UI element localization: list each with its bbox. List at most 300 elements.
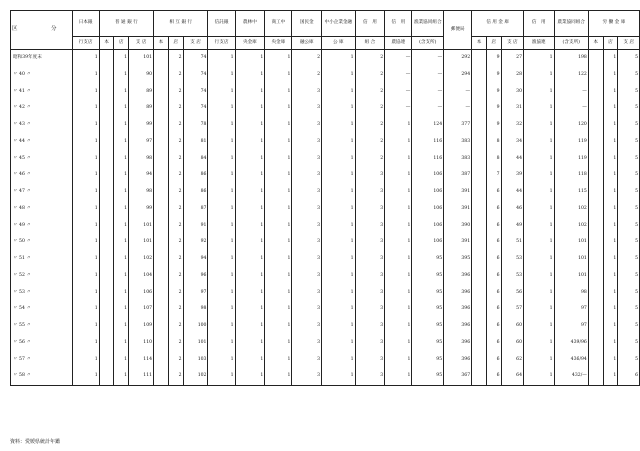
table-cell: 1 <box>72 368 99 385</box>
table-cell: 1 <box>524 50 555 67</box>
table-cell: 1 <box>114 167 129 184</box>
table-cell: 1 <box>208 84 235 101</box>
table-cell: — <box>412 50 444 67</box>
table-row <box>11 285 640 302</box>
table-cell: 1 <box>208 368 235 385</box>
table-cell: 1 <box>235 67 265 84</box>
table-cell: 2 <box>168 151 183 168</box>
subheader: 農協連 <box>385 37 412 50</box>
table-cell: 1 <box>265 67 292 84</box>
table-cell: 96 <box>183 268 208 285</box>
subheader: (含支所) <box>554 37 588 50</box>
table-cell: 2 <box>355 117 385 134</box>
table-cell: 3 <box>292 117 322 134</box>
table-cell: 1 <box>524 100 555 117</box>
subheader: 支 店 <box>183 37 208 50</box>
table-cell: 116 <box>412 151 444 168</box>
table-cell: 5 <box>618 184 640 201</box>
table-cell <box>99 117 114 134</box>
table-cell: 383 <box>444 134 472 151</box>
table-row <box>11 368 640 385</box>
table-cell: 86 <box>183 184 208 201</box>
table-cell: 1 <box>114 301 129 318</box>
table-cell: 1 <box>385 352 412 369</box>
header-sogo-ginko: 相 互 銀 行 <box>154 11 208 37</box>
table-cell: 1 <box>603 318 618 335</box>
table-cell: 6 <box>486 368 501 385</box>
table-cell: 2 <box>355 50 385 67</box>
subheader: 本 <box>154 37 169 50</box>
table-cell: 1 <box>322 100 355 117</box>
table-cell: 3 <box>292 285 322 302</box>
table-cell: 3 <box>355 285 385 302</box>
table-cell: — <box>412 67 444 84</box>
table-cell: 6 <box>486 201 501 218</box>
header-yubinkyoku: 郵便局 <box>444 11 472 50</box>
table-cell: 396 <box>444 352 472 369</box>
table-cell: 1 <box>524 268 555 285</box>
table-cell: 2 <box>168 50 183 67</box>
table-cell: 60 <box>501 335 523 352</box>
table-cell: 81 <box>183 134 208 151</box>
table-cell: 1 <box>265 335 292 352</box>
table-cell: 1 <box>322 67 355 84</box>
table-cell: 387 <box>444 167 472 184</box>
table-cell: 1 <box>235 100 265 117</box>
table-cell: 1 <box>322 167 355 184</box>
header-shoko-chuo: 商工中 <box>265 11 292 37</box>
table-cell: 396 <box>444 301 472 318</box>
table-cell: 1 <box>322 151 355 168</box>
table-cell: 2 <box>168 368 183 385</box>
table-cell <box>99 335 114 352</box>
table-cell: 1 <box>114 151 129 168</box>
table-cell: 6 <box>486 251 501 268</box>
table-row <box>11 335 640 352</box>
table-cell: 53 <box>501 268 523 285</box>
table-cell: 1 <box>265 301 292 318</box>
table-cell: 1 <box>524 117 555 134</box>
table-cell: 1 <box>114 184 129 201</box>
table-cell: 1 <box>603 67 618 84</box>
table-cell: 106 <box>412 184 444 201</box>
table-cell: 3 <box>292 100 322 117</box>
table-cell: 1 <box>524 84 555 101</box>
table-cell: 1 <box>385 117 412 134</box>
table-cell: 56 <box>501 285 523 302</box>
table-cell: 5 <box>618 318 640 335</box>
table-cell: 1 <box>235 251 265 268</box>
table-cell <box>588 50 603 67</box>
table-cell: 5 <box>618 301 640 318</box>
header-shinyo-kumiai: 信 用 <box>355 11 385 37</box>
table-cell: 1 <box>72 84 99 101</box>
table-cell: 1 <box>208 251 235 268</box>
table-cell: 1 <box>322 335 355 352</box>
table-cell: 1 <box>524 335 555 352</box>
table-cell: 99 <box>129 117 154 134</box>
table-cell: 1 <box>235 335 265 352</box>
table-row <box>11 201 640 218</box>
table-cell: 3 <box>355 318 385 335</box>
table-cell: 1 <box>235 301 265 318</box>
table-cell: 1 <box>524 234 555 251</box>
table-cell: 1 <box>72 234 99 251</box>
table-cell <box>154 184 169 201</box>
table-cell <box>154 285 169 302</box>
table-cell: 2 <box>292 50 322 67</box>
table-cell <box>99 100 114 117</box>
table-cell: 5 <box>618 218 640 235</box>
table-cell <box>154 50 169 67</box>
table-cell: 1 <box>385 368 412 385</box>
row-label: 〃 57 〃 <box>11 352 73 369</box>
table-cell: 3 <box>355 368 385 385</box>
header-nogyo-kyodo: 農業協同組合 <box>554 11 588 37</box>
table-cell: 1 <box>72 268 99 285</box>
table-cell: 2 <box>355 134 385 151</box>
table-cell: 1 <box>72 50 99 67</box>
table-cell: 1 <box>385 201 412 218</box>
table-cell: 1 <box>235 268 265 285</box>
table-cell: 1 <box>208 167 235 184</box>
table-cell: 1 <box>265 218 292 235</box>
table-cell: 2 <box>355 151 385 168</box>
table-cell: 106 <box>129 285 154 302</box>
table-cell: 1 <box>385 335 412 352</box>
row-label: 〃 52 〃 <box>11 268 73 285</box>
table-cell: 1 <box>265 318 292 335</box>
table-cell: 2 <box>168 100 183 117</box>
table-cell: 46 <box>501 201 523 218</box>
table-cell: 2 <box>168 234 183 251</box>
table-cell: 1 <box>385 184 412 201</box>
table-cell: 439/96 <box>554 335 588 352</box>
table-cell: 1 <box>385 167 412 184</box>
table-cell: 101 <box>129 234 154 251</box>
table-cell: 1 <box>265 201 292 218</box>
table-cell: 101 <box>129 50 154 67</box>
table-cell: 1 <box>265 234 292 251</box>
table-cell: 2 <box>168 301 183 318</box>
table-cell <box>154 134 169 151</box>
subheader: 融公庫 <box>292 37 322 50</box>
table-cell: 1 <box>208 301 235 318</box>
table-cell <box>99 368 114 385</box>
table-cell: 1 <box>72 318 99 335</box>
table-cell: 3 <box>355 251 385 268</box>
table-cell: 5 <box>618 151 640 168</box>
table-cell: 1 <box>235 352 265 369</box>
table-cell: 1 <box>235 167 265 184</box>
table-cell: 1 <box>265 84 292 101</box>
table-cell: — <box>412 84 444 101</box>
table-cell: 5 <box>618 234 640 251</box>
table-cell <box>154 301 169 318</box>
table-cell: 97 <box>129 134 154 151</box>
table-cell: 1 <box>385 151 412 168</box>
subheader: 央金庫 <box>235 37 265 50</box>
table-cell: 1 <box>524 318 555 335</box>
table-row <box>11 67 640 84</box>
table-cell: 1 <box>208 352 235 369</box>
table-cell: 367 <box>444 368 472 385</box>
table-cell: 1 <box>322 184 355 201</box>
row-label: 〃 41 〃 <box>11 84 73 101</box>
table-cell: 3 <box>292 352 322 369</box>
table-cell <box>588 234 603 251</box>
table-cell: 1 <box>208 151 235 168</box>
table-cell: 1 <box>114 84 129 101</box>
table-cell: 74 <box>183 100 208 117</box>
header-gyogyo-kyodo: 漁業協同組合 <box>412 11 444 37</box>
table-cell: 1 <box>72 67 99 84</box>
table-cell: 3 <box>292 318 322 335</box>
table-cell: 9 <box>486 84 501 101</box>
table-cell: 106 <box>412 201 444 218</box>
table-cell: — <box>385 50 412 67</box>
row-label: 〃 58 〃 <box>11 368 73 385</box>
table-cell: 1 <box>265 134 292 151</box>
row-label: 〃 43 〃 <box>11 117 73 134</box>
table-cell: 120 <box>554 117 588 134</box>
header-shinyo-nokyoren: 信 用 <box>385 11 412 37</box>
table-cell: 1 <box>524 352 555 369</box>
table-cell: 3 <box>292 134 322 151</box>
row-label: 〃 55 〃 <box>11 318 73 335</box>
table-cell <box>472 50 487 67</box>
table-cell: 5 <box>618 84 640 101</box>
table-cell <box>99 151 114 168</box>
table-cell <box>472 100 487 117</box>
table-cell: 2 <box>168 318 183 335</box>
table-row <box>11 301 640 318</box>
table-cell: 1 <box>208 201 235 218</box>
table-cell: 39 <box>501 167 523 184</box>
table-cell: 1 <box>385 301 412 318</box>
table-cell: 396 <box>444 335 472 352</box>
subheader: 組 合 <box>355 37 385 50</box>
table-cell: 64 <box>501 368 523 385</box>
table-cell: 1 <box>385 318 412 335</box>
table-cell: 2 <box>168 218 183 235</box>
table-cell: 1 <box>72 167 99 184</box>
table-cell <box>154 151 169 168</box>
table-cell: 6 <box>618 368 640 385</box>
table-cell: 44 <box>501 151 523 168</box>
table-cell: 1 <box>114 352 129 369</box>
table-cell: 6 <box>486 234 501 251</box>
table-cell: 110 <box>129 335 154 352</box>
table-cell: 436/94 <box>554 352 588 369</box>
table-cell: 390 <box>444 218 472 235</box>
table-cell: 1 <box>208 318 235 335</box>
table-cell: 98 <box>129 151 154 168</box>
table-cell: 2 <box>168 268 183 285</box>
table-cell: 1 <box>208 117 235 134</box>
subheader: 本 <box>588 37 603 50</box>
table-row <box>11 251 640 268</box>
table-cell: 90 <box>129 67 154 84</box>
table-cell <box>472 201 487 218</box>
table-cell: 6 <box>486 352 501 369</box>
table-row <box>11 134 640 151</box>
table-cell: 1 <box>114 100 129 117</box>
table-cell <box>99 251 114 268</box>
row-label: 〃 40 〃 <box>11 67 73 84</box>
table-cell <box>99 285 114 302</box>
table-cell <box>472 167 487 184</box>
table-cell: — <box>444 100 472 117</box>
table-cell <box>588 134 603 151</box>
table-cell: 1 <box>603 335 618 352</box>
table-cell: 1 <box>322 352 355 369</box>
table-cell: 101 <box>554 251 588 268</box>
table-cell: 109 <box>129 318 154 335</box>
table-cell <box>154 167 169 184</box>
table-cell: 1 <box>235 117 265 134</box>
table-cell: 1 <box>385 268 412 285</box>
table-cell: 1 <box>603 100 618 117</box>
table-cell: 119 <box>554 151 588 168</box>
table-cell: 5 <box>618 67 640 84</box>
table-cell <box>588 117 603 134</box>
table-cell <box>588 184 603 201</box>
table-row <box>11 151 640 168</box>
table-cell: 99 <box>129 201 154 218</box>
subheader: (含支所) <box>412 37 444 50</box>
table-cell: 1 <box>385 285 412 302</box>
table-cell: 3 <box>355 167 385 184</box>
table-cell: 2 <box>355 67 385 84</box>
table-cell <box>588 301 603 318</box>
table-cell: 27 <box>501 50 523 67</box>
table-cell <box>99 234 114 251</box>
table-cell: 1 <box>603 268 618 285</box>
table-cell: 1 <box>72 117 99 134</box>
table-cell <box>588 100 603 117</box>
table-cell: 1 <box>524 218 555 235</box>
table-cell: 95 <box>412 352 444 369</box>
table-cell: 101 <box>183 335 208 352</box>
table-cell <box>154 335 169 352</box>
subheader: 央金庫 <box>265 37 292 50</box>
table-cell: 74 <box>183 50 208 67</box>
subheader: 公 庫 <box>322 37 355 50</box>
table-cell: 1 <box>114 368 129 385</box>
table-cell: 1 <box>524 167 555 184</box>
table-cell: 391 <box>444 184 472 201</box>
table-cell: 1 <box>265 285 292 302</box>
table-cell <box>99 268 114 285</box>
table-cell: 1 <box>524 251 555 268</box>
row-label: 〃 47 〃 <box>11 184 73 201</box>
table-cell: 1 <box>208 285 235 302</box>
row-label: 〃 50 〃 <box>11 234 73 251</box>
table-cell: 89 <box>129 100 154 117</box>
subheader: 本 <box>472 37 487 50</box>
table-row <box>11 50 640 67</box>
table-cell: 116 <box>412 134 444 151</box>
table-cell: 1 <box>265 352 292 369</box>
table-cell: 3 <box>355 335 385 352</box>
table-cell: 432/— <box>554 368 588 385</box>
table-cell: 1 <box>322 368 355 385</box>
table-cell: 3 <box>292 218 322 235</box>
table-cell: 95 <box>412 368 444 385</box>
table-cell <box>588 251 603 268</box>
table-cell <box>99 167 114 184</box>
table-cell <box>99 218 114 235</box>
statistics-table-container <box>10 10 640 386</box>
table-cell: 1 <box>603 218 618 235</box>
table-cell: 6 <box>486 318 501 335</box>
table-cell: 1 <box>603 151 618 168</box>
table-cell: 1 <box>114 218 129 235</box>
table-cell: 1 <box>524 201 555 218</box>
table-cell: 1 <box>603 251 618 268</box>
table-cell: 94 <box>129 167 154 184</box>
table-cell: 2 <box>168 285 183 302</box>
header-rodo-kinko: 労 働 金 庫 <box>588 11 639 37</box>
table-cell: 2 <box>355 84 385 101</box>
table-cell: 1 <box>322 218 355 235</box>
table-cell <box>99 67 114 84</box>
subheader: 漁協連 <box>524 37 555 50</box>
table-cell: 1 <box>603 167 618 184</box>
table-cell: 1 <box>385 134 412 151</box>
table-cell: 1 <box>208 335 235 352</box>
table-cell: 1 <box>72 352 99 369</box>
table-cell: 3 <box>292 167 322 184</box>
table-cell: 94 <box>183 251 208 268</box>
table-cell: 294 <box>444 67 472 84</box>
table-cell <box>472 234 487 251</box>
table-cell: 1 <box>72 134 99 151</box>
table-cell <box>99 352 114 369</box>
table-cell: 395 <box>444 251 472 268</box>
row-label: 昭和39年度末 <box>11 50 73 67</box>
table-cell: 3 <box>292 335 322 352</box>
table-cell <box>154 201 169 218</box>
table-cell: 57 <box>501 301 523 318</box>
table-cell: 1 <box>208 184 235 201</box>
table-cell: 3 <box>355 218 385 235</box>
table-cell: 6 <box>486 285 501 302</box>
subheader: 店 <box>486 37 501 50</box>
table-cell: 3 <box>292 368 322 385</box>
table-cell: 1 <box>235 184 265 201</box>
table-cell: 1 <box>235 84 265 101</box>
table-cell: 1 <box>235 368 265 385</box>
table-cell: 396 <box>444 318 472 335</box>
table-cell <box>472 318 487 335</box>
table-cell <box>588 285 603 302</box>
table-cell <box>472 352 487 369</box>
table-cell <box>588 335 603 352</box>
table-cell <box>99 301 114 318</box>
header-shinyo-gyokyoren: 信 用 <box>524 11 555 37</box>
table-cell: 1 <box>235 151 265 168</box>
table-cell: 1 <box>603 117 618 134</box>
table-cell <box>154 368 169 385</box>
table-cell: 114 <box>129 352 154 369</box>
subheader: 支 店 <box>501 37 523 50</box>
table-cell: 1 <box>322 301 355 318</box>
table-cell: 98 <box>129 184 154 201</box>
header-norin-chuo: 農林中 <box>235 11 265 37</box>
row-label: 〃 42 〃 <box>11 100 73 117</box>
